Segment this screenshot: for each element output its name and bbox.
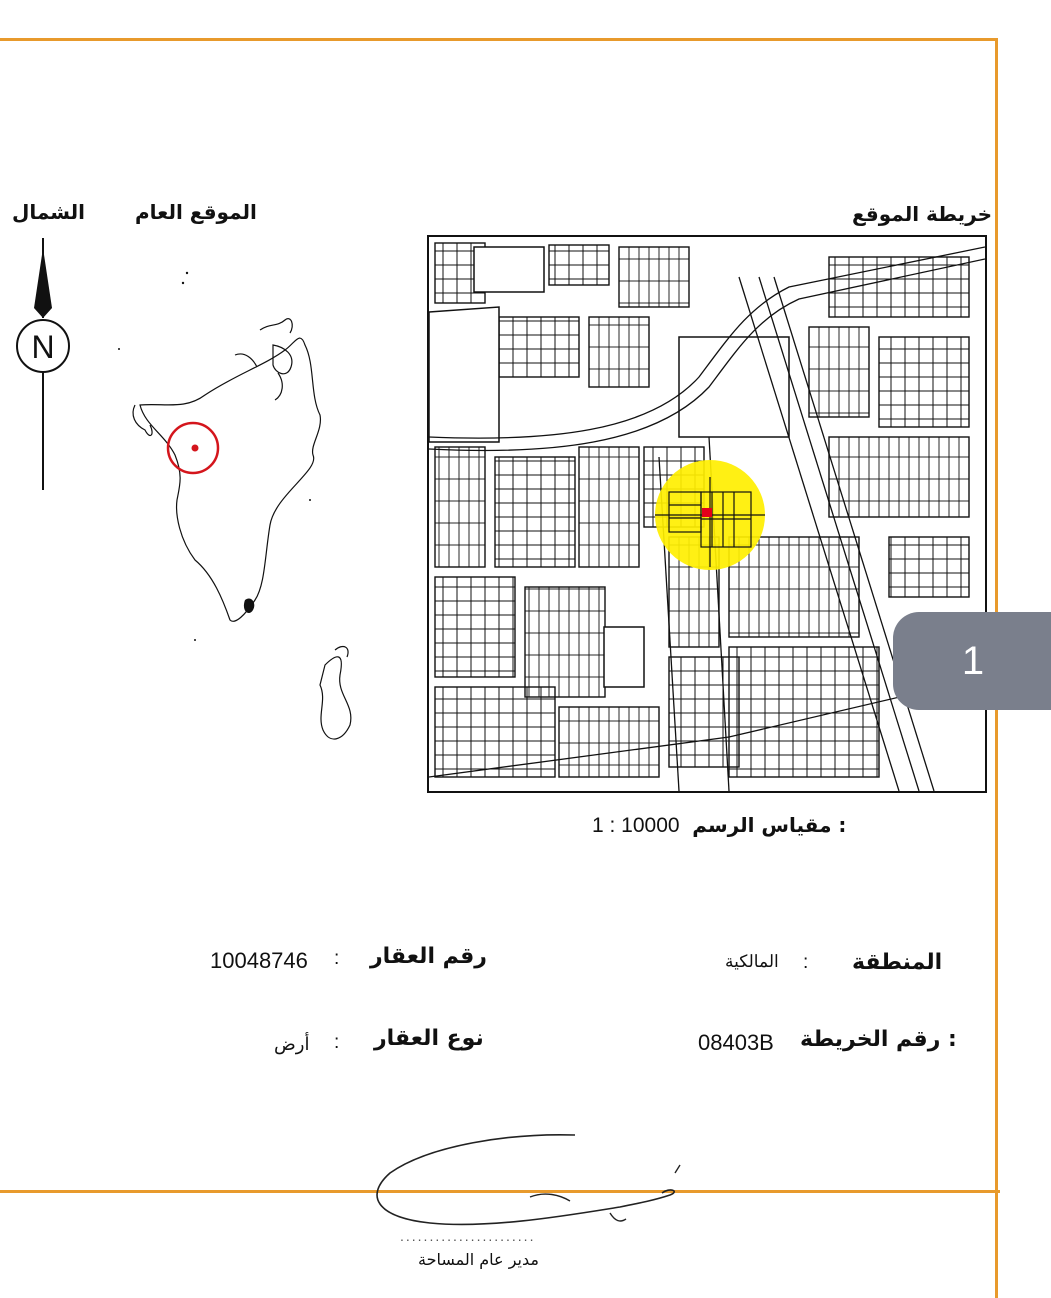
scale-label: مقياس الرسم : bbox=[692, 813, 847, 837]
page-indicator[interactable]: 1 bbox=[893, 612, 1051, 710]
north-arrow-icon bbox=[14, 238, 74, 494]
site-map-label: خريطة الموقع bbox=[852, 202, 993, 226]
site-map bbox=[427, 235, 987, 793]
property-number-colon: : bbox=[334, 948, 340, 969]
property-type-value: أرض bbox=[274, 1034, 310, 1054]
overview-location-dot bbox=[192, 445, 199, 452]
parcel-marker bbox=[702, 508, 712, 517]
scale-value: 1 : 10000 bbox=[592, 814, 680, 837]
map-number-value: 08403B bbox=[698, 1030, 774, 1055]
north-letter: N bbox=[31, 329, 55, 365]
site-map-drawing bbox=[429, 237, 985, 791]
general-location-label: الموقع العام bbox=[135, 200, 257, 224]
signature-dots: ....................... bbox=[400, 1228, 536, 1244]
signature-drawing bbox=[370, 1125, 700, 1230]
property-type-colon: : bbox=[334, 1032, 340, 1053]
area-value: المالكية bbox=[725, 952, 779, 971]
signature-title: مدير عام المساحة bbox=[418, 1250, 539, 1269]
area-colon: : bbox=[803, 952, 809, 973]
north-label: الشمال bbox=[12, 200, 85, 224]
overview-map bbox=[95, 255, 415, 755]
map-number-label: رقم الخريطة : bbox=[800, 1027, 957, 1052]
area-label: المنطقة bbox=[852, 950, 943, 975]
property-type-label: نوع العقار bbox=[374, 1026, 484, 1051]
property-number-value: 10048746 bbox=[210, 948, 308, 973]
property-number-label: رقم العقار bbox=[370, 944, 487, 969]
scale-row bbox=[592, 813, 846, 838]
